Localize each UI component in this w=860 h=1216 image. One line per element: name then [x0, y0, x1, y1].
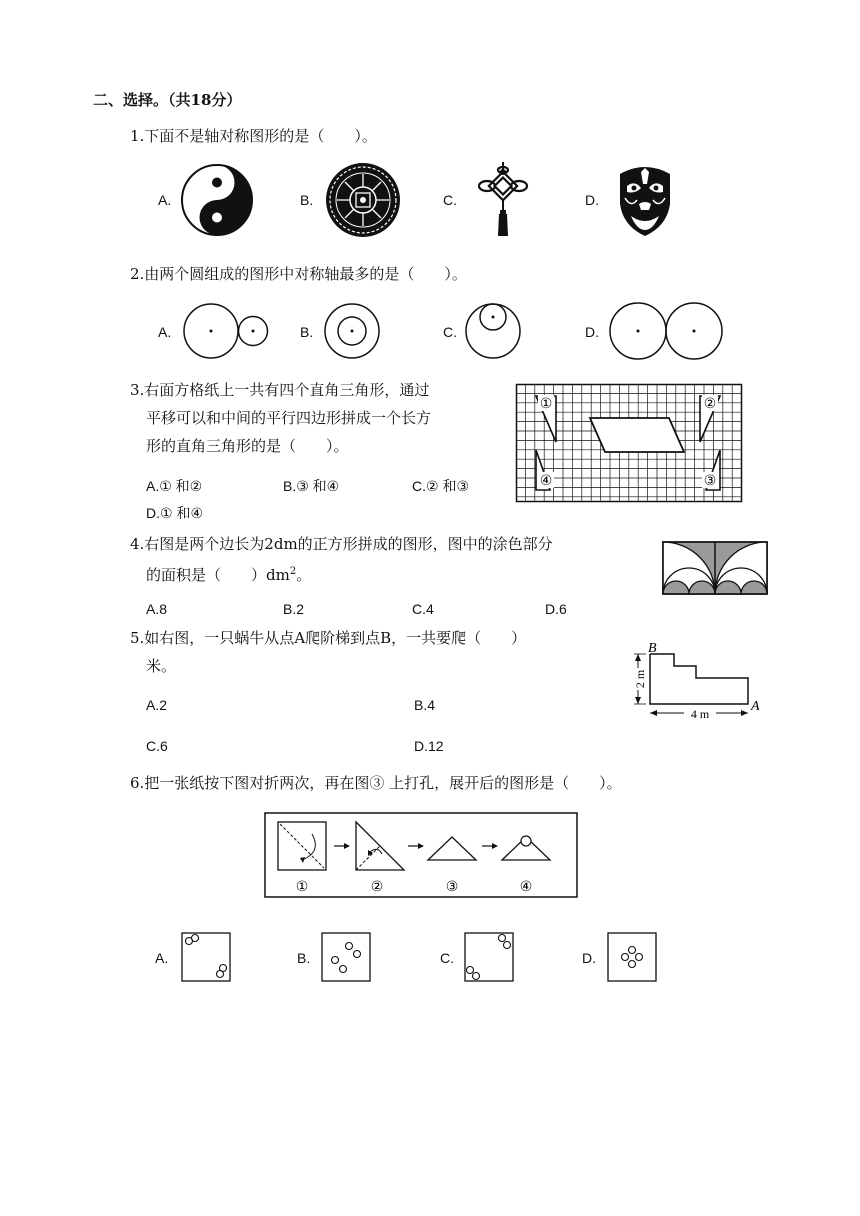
- q3-label-1: ①: [539, 396, 553, 412]
- medallion-icon: [325, 162, 401, 238]
- q6-step-3-label: ③: [445, 879, 459, 895]
- q5-option-a[interactable]: A.2: [146, 697, 168, 713]
- q6-stem: 6.把一张纸按下图对折两次，再在图③ 上打孔，展开后的图形是（ ）。: [130, 774, 622, 792]
- q6-folding-steps-figure: [264, 812, 578, 898]
- q3-stem-line-2: 平移可以和中间的平行四边形拼成一个长方: [146, 409, 432, 427]
- q2-stem: 2.由两个圆组成的图形中对称轴最多的是（ ）。: [130, 265, 467, 283]
- q3-label-4: ④: [539, 473, 553, 489]
- q6-step-4-label: ④: [519, 879, 533, 895]
- q2-option-d[interactable]: D.: [585, 324, 599, 340]
- q6-answer-b-figure: [321, 932, 371, 982]
- yin-yang-icon: [180, 163, 254, 237]
- q4-option-a[interactable]: A.8: [146, 601, 168, 617]
- q5-option-c[interactable]: C.6: [146, 738, 168, 754]
- q5-option-b[interactable]: B.4: [414, 697, 436, 713]
- q5-point-a: A: [751, 699, 760, 714]
- q4-stem-line-2: 的面积是（ ）$dm^2$。: [146, 566, 312, 584]
- q6-step-1-label: ①: [295, 879, 309, 895]
- q5-staircase-figure: [630, 638, 766, 722]
- q6-step-2-label: ②: [370, 879, 384, 895]
- q6-answer-c-figure: [464, 932, 514, 982]
- q6-option-a[interactable]: A.: [155, 950, 169, 966]
- q2-option-b[interactable]: B.: [300, 324, 314, 340]
- q6-option-d[interactable]: D.: [582, 950, 596, 966]
- q1-option-b[interactable]: B.: [300, 192, 314, 208]
- q4-shaded-squares-figure: [662, 541, 768, 595]
- q2-option-a[interactable]: A.: [158, 324, 172, 340]
- q3-grid-figure: [516, 384, 742, 502]
- q5-height-label: 2 m: [633, 669, 647, 689]
- q1-option-c[interactable]: C.: [443, 192, 457, 208]
- q6-answer-a-figure: [181, 932, 231, 982]
- q5-stem-line-2: 米。: [146, 657, 177, 675]
- q6-option-b[interactable]: B.: [297, 950, 311, 966]
- two-circles-d-figure: [609, 302, 723, 360]
- q4-stem-line-1: 4.右图是两个边长为2dm的正方形拼成的图形，图中的涂色部分: [130, 535, 553, 553]
- q3-stem-line-1: 3.右面方格纸上一共有四个直角三角形，通过: [130, 381, 430, 399]
- q1-option-d[interactable]: D.: [585, 192, 599, 208]
- q6-answer-d-figure: [607, 932, 657, 982]
- q3-option-a[interactable]: A.① 和②: [146, 478, 203, 494]
- q6-option-c[interactable]: C.: [440, 950, 454, 966]
- q3-stem-line-3: 形的直角三角形的是（ ）。: [146, 437, 349, 455]
- section-title: 二、选择。（共18分）: [93, 91, 242, 109]
- q3-label-3: ③: [703, 473, 717, 489]
- q1-option-a[interactable]: A.: [158, 192, 172, 208]
- q3-option-b[interactable]: B.③ 和④: [283, 478, 340, 494]
- q2-option-c[interactable]: C.: [443, 324, 457, 340]
- q5-stem-line-1: 5.如右图，一只蜗牛从点A爬阶梯到点B，一共要爬（ ）: [130, 629, 527, 647]
- q4-option-c[interactable]: C.4: [412, 601, 434, 617]
- opera-mask-icon: [617, 164, 673, 238]
- q1-stem: 1.下面不是轴对称图形的是（ ）。: [130, 127, 377, 145]
- two-circles-a-figure: [183, 302, 269, 360]
- two-circles-c-figure: [465, 302, 525, 360]
- chinese-knot-icon: [475, 162, 531, 238]
- q3-label-2: ②: [703, 396, 717, 412]
- two-circles-b-figure: [323, 302, 383, 360]
- q5-width-label: 4 m: [690, 707, 710, 721]
- q3-option-c[interactable]: C.② 和③: [412, 478, 469, 494]
- q5-option-d[interactable]: D.12: [414, 738, 444, 754]
- q4-option-d[interactable]: D.6: [545, 601, 567, 617]
- q3-option-d[interactable]: D.① 和④: [146, 505, 203, 521]
- q5-point-b: B: [648, 641, 657, 656]
- q4-option-b[interactable]: B.2: [283, 601, 305, 617]
